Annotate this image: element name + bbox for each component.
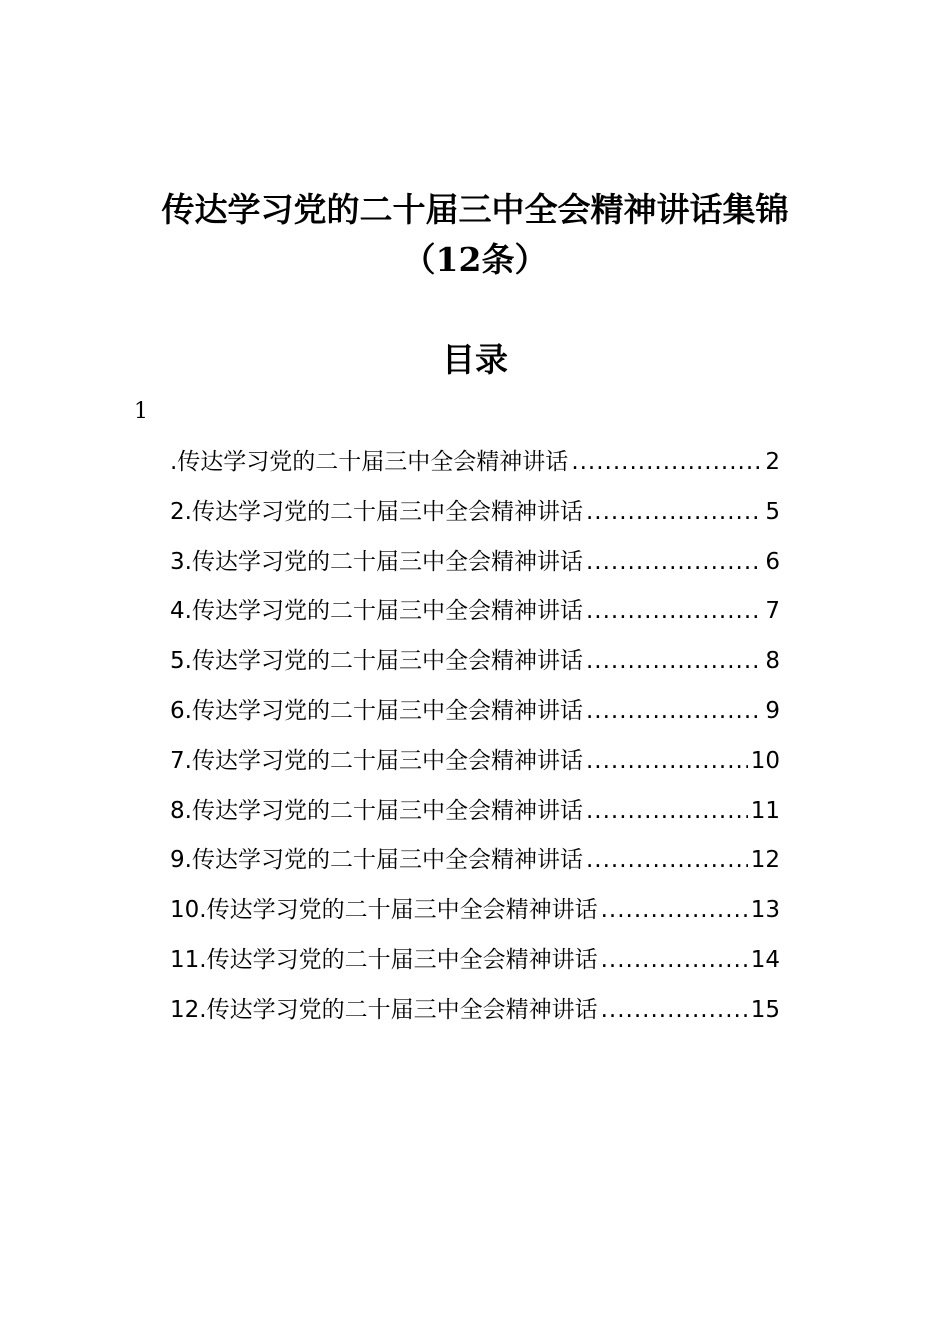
toc-entry[interactable]: [170, 743, 780, 793]
stray-number: 1: [134, 399, 148, 424]
toc-entry[interactable]: [170, 992, 780, 1042]
toc-entry-page: 8: [765, 648, 780, 675]
toc-entry[interactable]: [170, 593, 780, 643]
toc-entry-page: 9: [765, 697, 780, 724]
toc-entry-label: 9.传达学习党的二十届三中全会精神讲话: [170, 847, 583, 874]
toc-leader-dots: [586, 593, 762, 629]
toc-entry[interactable]: [170, 793, 780, 843]
toc-entry-label: 10.传达学习党的二十届三中全会精神讲话: [170, 897, 598, 924]
toc-entry-label: 2.传达学习党的二十届三中全会精神讲话: [170, 498, 583, 525]
toc-leader-dots: [586, 693, 762, 729]
toc-entry-page: 12: [750, 847, 780, 874]
toc-entry-label: 7.传达学习党的二十届三中全会精神讲话: [170, 747, 583, 774]
toc-leader-dots: [586, 793, 748, 829]
toc-entry[interactable]: [170, 942, 780, 992]
toc-entry-page: 13: [750, 897, 780, 924]
toc-leader-dots: [586, 743, 748, 779]
table-of-contents: [170, 444, 780, 1042]
toc-entry-label: 4.传达学习党的二十届三中全会精神讲话: [170, 598, 583, 625]
toc-entry-label: 3.传达学习党的二十届三中全会精神讲话: [170, 548, 583, 575]
toc-entry[interactable]: [170, 494, 780, 544]
document-subtitle: （12条）: [402, 240, 548, 279]
toc-entry-page: 11: [750, 797, 780, 824]
toc-heading: 目录: [442, 340, 508, 379]
toc-entry-label: 5.传达学习党的二十届三中全会精神讲话: [170, 648, 583, 675]
toc-entry-label: 12.传达学习党的二十届三中全会精神讲话: [170, 996, 598, 1023]
toc-entry[interactable]: [170, 842, 780, 892]
toc-entry[interactable]: [170, 444, 780, 494]
toc-leader-dots: [601, 892, 748, 928]
toc-leader-dots: [586, 544, 762, 580]
toc-entry-page: 2: [765, 449, 780, 475]
toc-entry-label: 6.传达学习党的二十届三中全会精神讲话: [170, 697, 583, 724]
toc-entry-page: 15: [750, 996, 780, 1023]
toc-entry-page: 10: [750, 747, 780, 774]
toc-leader-dots: [586, 842, 748, 878]
toc-leader-dots: [601, 992, 748, 1028]
toc-leader-dots: [601, 942, 748, 978]
toc-entry-label: .传达学习党的二十届三中全会精神讲话: [170, 449, 569, 475]
toc-leader-dots: [586, 494, 762, 530]
toc-entry-page: 7: [765, 598, 780, 625]
toc-entry[interactable]: [170, 544, 780, 594]
toc-leader-dots: [571, 444, 762, 480]
toc-entry-page: 6: [765, 548, 780, 575]
toc-entry[interactable]: [170, 693, 780, 743]
toc-entry[interactable]: [170, 892, 780, 942]
document-title: 传达学习党的二十届三中全会精神讲话集锦: [161, 190, 789, 229]
toc-leader-dots: [586, 643, 762, 679]
toc-entry-page: 14: [750, 946, 780, 973]
toc-entry-label: 11.传达学习党的二十届三中全会精神讲话: [170, 946, 598, 973]
toc-entry[interactable]: [170, 643, 780, 693]
toc-entry-page: 5: [765, 498, 780, 525]
toc-entry-label: 8.传达学习党的二十届三中全会精神讲话: [170, 797, 583, 824]
